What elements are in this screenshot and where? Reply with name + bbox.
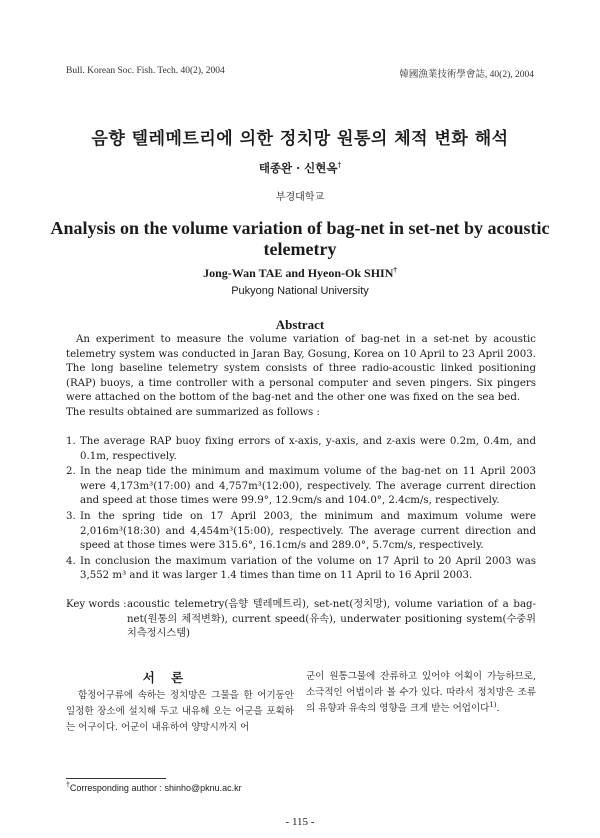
english-authors-mark: † bbox=[393, 266, 397, 274]
intro-right-end: . bbox=[496, 703, 500, 714]
korean-authors bbox=[0, 160, 600, 176]
intro-right-text: 군이 원통그물에 잔류하고 있어야 어획이 가능하므로, 소극적인 어법이라 볼 수가 있다. 따라서 정치망은 조류의 유향과 유속의 영향을 크게 받는 어업이다 bbox=[306, 671, 536, 714]
result-item bbox=[66, 435, 536, 464]
footnote-text: Corresponding author : shinho@pknu.ac.kr bbox=[69, 783, 242, 793]
footnote bbox=[66, 783, 366, 793]
result-number: 4. bbox=[66, 555, 76, 567]
korean-affiliation: 부경대학교 bbox=[275, 192, 325, 203]
running-header-right: 韓國漁業技術學會誌, 40(2), 2004 bbox=[399, 70, 534, 80]
english-title: Analysis on the volume variation of bag-net in set-net by acoustic telemetry bbox=[50, 218, 550, 259]
korean-authors-names: 태종완 · 신현옥 bbox=[258, 161, 338, 175]
footnote-divider bbox=[66, 778, 166, 779]
intro-left-column: 함정어구류에 속하는 정치망은 그물을 한 어기동안 일정한 장소에 설치해 두고 내유해 오는 어군을 포획하는 어구이다. 어군이 내유하여 양망시까지 어 bbox=[66, 690, 294, 733]
keywords-text: acoustic telemetry(음향 텔레메트리), set-net(정치망), volume variation of a bag-net(원통의 체적변화), current speed(유속), underwater positioning system(수중위치측정시스템) bbox=[127, 599, 536, 640]
result-text: The average RAP buoy fixing errors of x-axis, y-axis, and z-axis were 0.2m, 0.4m, and 0.1m, respectively. bbox=[80, 436, 536, 462]
page-number: - 115 - bbox=[285, 816, 315, 828]
result-item bbox=[66, 555, 536, 584]
result-text: In conclusion the maximum variation of the volume on 17 April to 20 April 2003 was 3,552 m³ and it was larger 1.4 times than time on 11 April to 16 April 2003. bbox=[80, 555, 536, 582]
running-header-left: Bull. Korean Soc. Fish. Tech. 40(2), 2004 bbox=[66, 66, 225, 76]
korean-authors-mark: † bbox=[337, 160, 342, 170]
result-number: 2. bbox=[66, 466, 76, 478]
abstract-paragraph: An experiment to measure the volume variation of bag-net in a set-net by acoustic telemetry system was conducted in Jaran Bay, Gosung, Korea on 10 April to 23 April 2003. The long baseline telemetry system consists of three radio-acoustic linked positioning (RAP) buoys, a time controller with a personal computer and seven pingers. Six pingers were attached on the bottom of the bag-net and the other one was fixed on the sea bed. bbox=[66, 334, 536, 404]
introduction-heading: 서 론 bbox=[142, 670, 190, 685]
abstract-heading: Abstract bbox=[275, 317, 325, 332]
abstract-body bbox=[66, 333, 536, 421]
abstract-lead: The results obtained are summarized as follows : bbox=[66, 406, 320, 418]
result-text: In the neap tide the minimum and maximum volume of the bag-net on 11 April 2003 were 4,173m³(17:00) and 4,757m³(12:00), respectively. The average current direction and speed at those times were 99.9°, 12.9cm/s and 104.0°, 2.4cm/s, respectively. bbox=[80, 466, 536, 507]
intro-right-column bbox=[306, 669, 536, 717]
result-number: 1. bbox=[66, 436, 76, 447]
result-item bbox=[66, 510, 536, 554]
english-affiliation: Pukyong National University bbox=[231, 285, 369, 297]
english-authors bbox=[0, 266, 600, 281]
korean-title: 음향 텔레메트리에 의한 정치망 원통의 체적 변화 해석 bbox=[91, 129, 509, 149]
footnote-mark: † bbox=[66, 782, 70, 789]
keywords-label: Key words : bbox=[66, 599, 127, 610]
results-list bbox=[66, 435, 536, 585]
keywords-block bbox=[66, 598, 536, 642]
citation-ref: 1) bbox=[489, 700, 497, 709]
result-number: 3. bbox=[66, 510, 76, 522]
result-item bbox=[66, 465, 536, 509]
english-authors-names: Jong-Wan TAE and Hyeon-Ok SHIN bbox=[203, 266, 394, 280]
result-text: In the spring tide on 17 April 2003, the minimum and maximum volume were 2,016m³(18:30) and 4,454m³(15:00), respectively. The average current direction and speed at those times were 315.6°, 16.1cm/s and 289.0°, 5.7cm/s, respectively. bbox=[80, 510, 536, 552]
